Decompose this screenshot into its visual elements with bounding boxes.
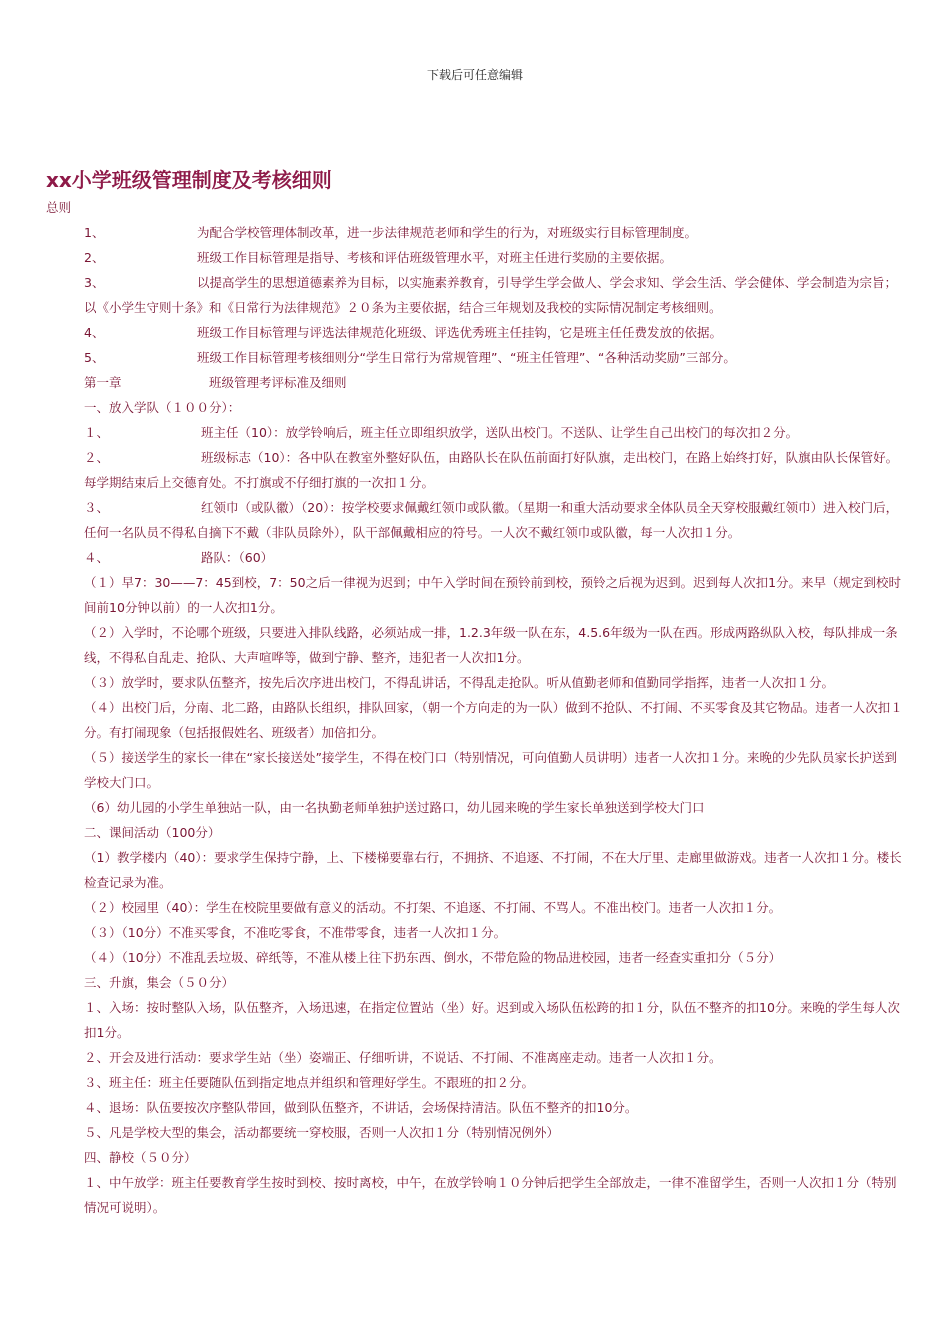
general-item-text: 以提高学生的思想道德素养为目标，以实施素养教育，引导学生学会做人、学会求知、学会生活、学会健体、学会制造为宗旨；以《小学生守则十条》和《日常行为法律规范》２０条为主要依据，结合三年规划及我校的实际情况制定考核细则。 bbox=[84, 275, 898, 315]
sec1-sub-5: （５）接送学生的家长一律在“家长接送处”接学生，不得在校门口（特别情况，可向值勤人员讲明）违者一人次扣１分。来晚的少先队员家长护送到学校大门口。 bbox=[84, 750, 897, 790]
sec1-item-number: １、 bbox=[84, 425, 110, 440]
section-general-heading: 总则 bbox=[46, 200, 72, 215]
chapter-label: 第一章 bbox=[84, 375, 122, 390]
general-item-number: 3、 bbox=[84, 275, 105, 290]
sec1-sub-1: （１）早7：30——7：45到校，7：50之后一律视为迟到；中午入学时间在预铃前到校，预铃之后视为迟到。迟到每人次扣1分。来早（规定到校时间前10分钟以前）的一人次扣1分。 bbox=[84, 575, 902, 615]
sec2-item-1: （1）教学楼内（40）：要求学生保持宁静，上、下楼梯要靠右行，不拥挤、不追逐、不打闹，不在大厅里、走廊里做游戏。违者一人次扣１分。楼长检查记录为准。 bbox=[84, 850, 902, 890]
sec1-item-text: 红领巾（或队徽）（20）：按学校要求佩戴红领巾或队徽。（星期一和重大活动要求全体队员全天穿校服戴红领巾）进入校门后，任何一名队员不得私自摘下不戴（非队员除外），队干部佩戴相应的符号。一人次不戴红领巾或队徽，每一人次扣１分。 bbox=[84, 500, 899, 540]
sec4-item-1: １、中午放学：班主任要教育学生按时到校、按时离校，中午，在放学铃响１０分钟后把学生全部放走，一律不准留学生，否则一人次扣１分（特别情况可说明）。 bbox=[84, 1175, 897, 1215]
general-item-4 bbox=[46, 320, 906, 345]
sec3-item-5: ５、凡是学校大型的集会，活动都要统一穿校服，否则一人次扣１分（特别情况例外） bbox=[84, 1125, 560, 1140]
sec1-item-number: ３、 bbox=[84, 500, 110, 515]
chapter-heading bbox=[46, 370, 906, 395]
general-item-number: 2、 bbox=[84, 250, 105, 265]
general-item-text: 为配合学校管理体制改革，进一步法律规范老师和学生的行为，对班级实行目标管理制度。 bbox=[197, 225, 698, 240]
sec1-item-2 bbox=[46, 445, 906, 495]
sec1-item-1 bbox=[46, 420, 906, 445]
general-item-5 bbox=[46, 345, 906, 370]
sec3-item-4: ４、退场：队伍要按次序整队带回，做到队伍整齐，不讲话，会场保持清洁。队伍不整齐的扣10分。 bbox=[84, 1100, 638, 1115]
sec2-item-2: （２）校园里（40）：学生在校院里要做有意义的活动。不打架、不追逐、不打闹、不骂人。不准出校门。违者一人次扣１分。 bbox=[84, 900, 782, 915]
sec2-heading: 二、课间活动（100分） bbox=[84, 825, 221, 840]
sec1-sub-6: （6）幼儿园的小学生单独站一队，由一名执勤老师单独护送过路口，幼儿园来晚的学生家长单独送到学校大门口 bbox=[84, 800, 705, 815]
general-item-text: 班级工作目标管理与评选法律规范化班级、评选优秀班主任挂钩，它是班主任任费发放的依据。 bbox=[197, 325, 723, 340]
sec3-heading: 三、升旗，集会（５０分） bbox=[84, 975, 235, 990]
sec1-sub-3: （３）放学时，要求队伍整齐，按先后次序进出校门，不得乱讲话，不得乱走抢队。听从值勤老师和值勤同学指挥，违者一人次扣１分。 bbox=[84, 675, 835, 690]
chapter-title: 班级管理考评标准及细则 bbox=[209, 375, 347, 390]
document-body bbox=[46, 195, 906, 1220]
sec1-item-text: 班级标志（10）：各中队在教室外整好队伍，由路队长在队伍前面打好队旗，走出校门，在路上始终打好，队旗由队长保管好。每学期结束后上交德育处。不打旗或不仔细打旗的一次扣１分。 bbox=[84, 450, 899, 490]
general-item-1 bbox=[46, 220, 906, 245]
sec3-item-1: １、入场：按时整队入场，队伍整齐，入场迅速，在指定位置站（坐）好。迟到或入场队伍松跨的扣１分，队伍不整齐的扣10分。来晚的学生每人次扣1分。 bbox=[84, 1000, 900, 1040]
sec2-item-4: （４）（10分）不准乱丢垃圾、碎纸等，不准从楼上往下扔东西、倒水，不带危险的物品进校园，违者一经查实重扣分（５分） bbox=[84, 950, 782, 965]
sec1-item-number: ４、 bbox=[84, 550, 110, 565]
sec1-item-4 bbox=[46, 545, 906, 570]
sec1-item-text: 班主任（10）：放学铃响后，班主任立即组织放学，送队出校门。不送队、让学生自己出校门的每次扣２分。 bbox=[201, 425, 799, 440]
general-item-3 bbox=[46, 270, 906, 320]
sec1-item-text: 路队：（60） bbox=[201, 550, 274, 565]
general-item-2 bbox=[46, 245, 906, 270]
general-item-number: 4、 bbox=[84, 325, 105, 340]
general-item-text: 班级工作目标管理是指导、考核和评估班级管理水平，对班主任进行奖励的主要依据。 bbox=[197, 250, 673, 265]
sec4-heading: 四、静校（５０分） bbox=[84, 1150, 197, 1165]
general-item-number: 1、 bbox=[84, 225, 105, 240]
page-header: 下载后可任意编辑 bbox=[426, 68, 523, 82]
sec1-sub-2: （２）入学时，不论哪个班级，只要进入排队线路，必须站成一排，1.2.3年级一队在东，4.5.6年级为一队在西。形成两路纵队入校，每队排成一条线，不得私自乱走、抢队、大声喧哗等，做到宁静、整齐，违犯者一人次扣1分。 bbox=[84, 625, 898, 665]
sec3-item-3: ３、班主任：班主任要随队伍到指定地点并组织和管理好学生。不跟班的扣２分。 bbox=[84, 1075, 535, 1090]
sec3-item-2: ２、开会及进行活动：要求学生站（坐）姿端正、仔细听讲，不说话、不打闹、不准离座走动。违者一人次扣１分。 bbox=[84, 1050, 722, 1065]
sec1-heading: 一、放入学队（１００分）： bbox=[84, 400, 241, 415]
sec1-item-number: ２、 bbox=[84, 450, 110, 465]
document-title: xx小学班级管理制度及考核细则 bbox=[46, 168, 332, 192]
sec1-item-3 bbox=[46, 495, 906, 545]
sec1-sub-4: （４）出校门后，分南、北二路，由路队长组织，排队回家，（朝一个方向走的为一队）做到不抢队、不打闹、不买零食及其它物品。违者一人次扣１分。有打闹现象（包括报假姓名、班级者）加倍扣分。 bbox=[84, 700, 903, 740]
general-item-text: 班级工作目标管理考核细则分“学生日常行为常规管理”、“班主任管理”、“各种活动奖励”三部分。 bbox=[197, 350, 736, 365]
sec2-item-3: （３）（10分）不准买零食，不准吃零食，不准带零食，违者一人次扣１分。 bbox=[84, 925, 507, 940]
general-item-number: 5、 bbox=[84, 350, 105, 365]
